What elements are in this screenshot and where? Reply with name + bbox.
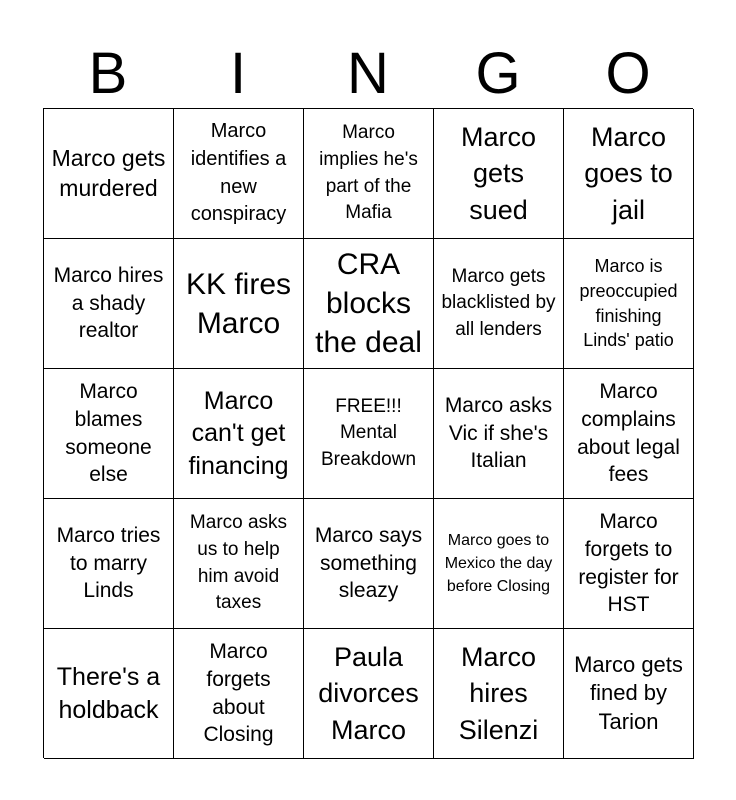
bingo-header [43,40,693,108]
bingo-cell-r1c3[interactable]: Marco implies he's part of the Mafia [304,109,434,239]
bingo-cell-r1c1[interactable]: Marco gets murdered [44,109,174,239]
header-letter-g: G [475,41,521,106]
bingo-cell-r5c3[interactable]: Paula divorces Marco [304,629,434,759]
bingo-cell-r2c2[interactable]: KK fires Marco [174,239,304,369]
bingo-cell-r1c5[interactable]: Marco goes to jail [564,109,694,239]
bingo-cell-r3c2[interactable]: Marco can't get financing [174,369,304,499]
bingo-cell-r4c3[interactable]: Marco says something sleazy [304,499,434,629]
bingo-cell-r4c1[interactable]: Marco tries to marry Linds [44,499,174,629]
header-letter-i: I [229,41,247,106]
bingo-cell-r2c1[interactable]: Marco hires a shady realtor [44,239,174,369]
bingo-board [43,108,693,758]
bingo-cell-r4c5[interactable]: Marco forgets to register for HST [564,499,694,629]
bingo-cell-r2c5[interactable]: Marco is preoccupied finishing Linds' patio [564,239,694,369]
bingo-cell-r3c5[interactable]: Marco complains about legal fees [564,369,694,499]
bingo-cell-r5c1[interactable]: There's a holdback [44,629,174,759]
bingo-cell-r2c3[interactable]: CRA blocks the deal [304,239,434,369]
header-letter-n: N [347,41,389,106]
bingo-cell-r1c2[interactable]: Marco identifies a new conspiracy [174,109,304,239]
header-letter-o: O [605,41,651,106]
bingo-cell-r2c4[interactable]: Marco gets blacklisted by all lenders [434,239,564,369]
bingo-cell-r4c2[interactable]: Marco asks us to help him avoid taxes [174,499,304,629]
bingo-cell-r5c2[interactable]: Marco forgets about Closing [174,629,304,759]
bingo-cell-r5c4[interactable]: Marco hires Silenzi [434,629,564,759]
bingo-cell-r1c4[interactable]: Marco gets sued [434,109,564,239]
bingo-cell-r4c4[interactable]: Marco goes to Mexico the day before Closing [434,499,564,629]
bingo-cell-r3c4[interactable]: Marco asks Vic if she's Italian [434,369,564,499]
bingo-cell-r3c3[interactable]: FREE!!! Mental Breakdown [304,369,434,499]
bingo-cell-r5c5[interactable]: Marco gets fined by Tarion [564,629,694,759]
bingo-cell-r3c1[interactable]: Marco blames someone else [44,369,174,499]
header-letter-b: B [88,41,128,106]
